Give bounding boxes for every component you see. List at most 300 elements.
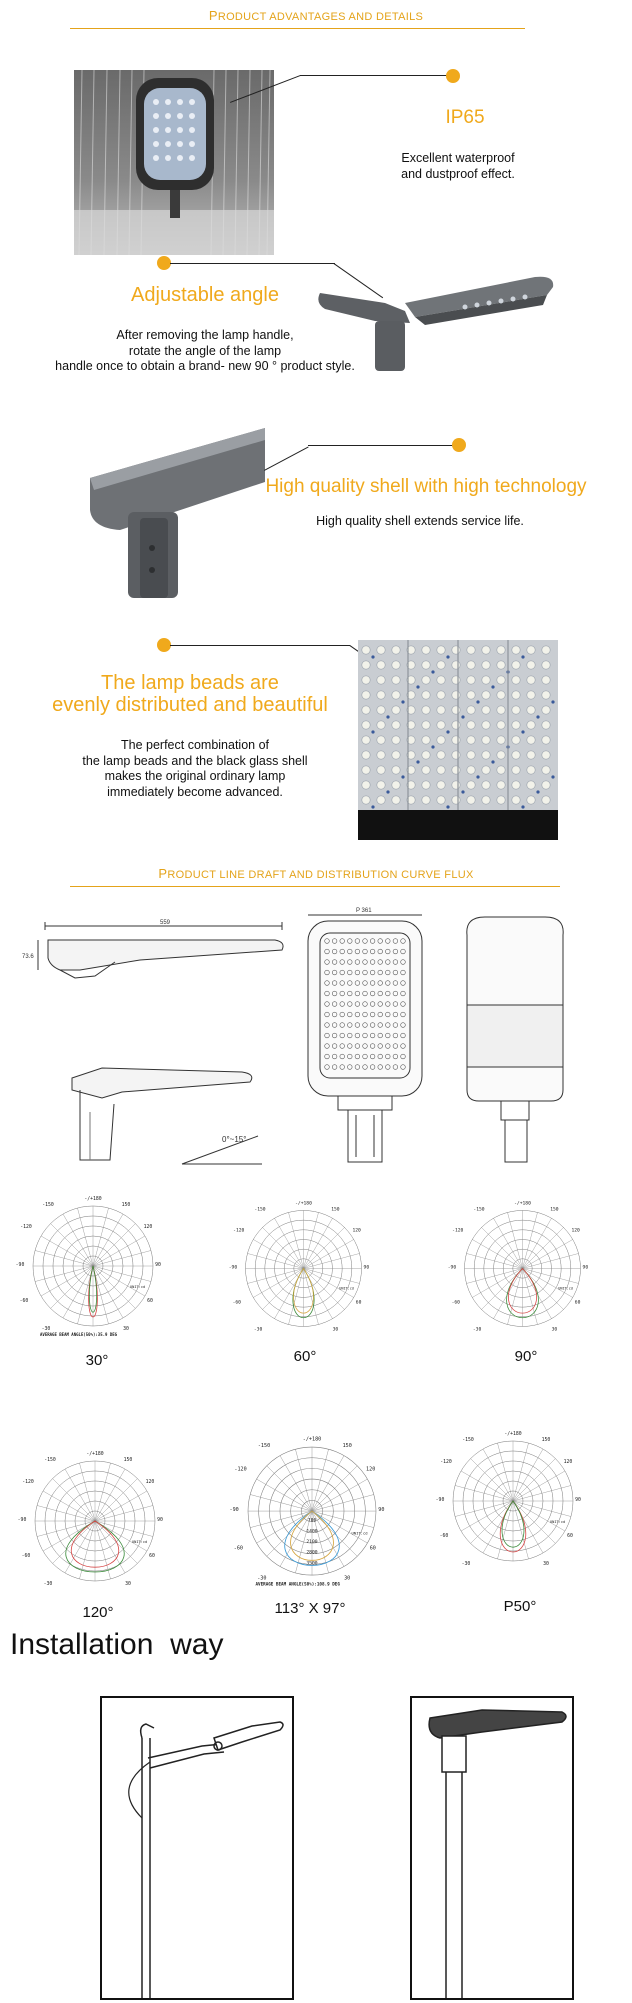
led-bead — [482, 676, 490, 684]
led-bead-dot — [446, 805, 449, 808]
led-bead — [422, 796, 430, 804]
polar-spoke — [93, 1266, 145, 1296]
led-bead — [362, 676, 370, 684]
polar-spoke — [461, 1471, 513, 1501]
led-bead — [512, 721, 520, 729]
polar-tick-label: -/+180 — [504, 1432, 522, 1437]
led-bead-dot — [521, 730, 524, 733]
leader-line — [264, 447, 309, 471]
polar-ring-value: 2100 — [306, 1540, 318, 1546]
polar-spoke — [513, 1449, 543, 1501]
led-bead — [527, 706, 535, 714]
polar-ring-value: 2800 — [306, 1550, 318, 1556]
led-bead — [362, 646, 370, 654]
led-bead — [527, 691, 535, 699]
led-bead — [377, 766, 385, 774]
polar-tick-label: 90 — [378, 1507, 385, 1514]
led-bead — [392, 706, 400, 714]
led-bead-dot — [551, 700, 554, 703]
polar-tick-label: 90 — [363, 1265, 370, 1271]
polar-tick-label: 120 — [563, 1460, 573, 1465]
installation-heading: Installation way — [10, 1628, 224, 1661]
polar-tick-label: 120 — [145, 1480, 155, 1485]
led-bead — [497, 736, 505, 744]
led-bead — [467, 706, 475, 714]
led-bead — [512, 751, 520, 759]
polar-tick-label: 150 — [550, 1207, 559, 1213]
polar-spoke — [63, 1214, 93, 1266]
led-bead-dot — [401, 775, 404, 778]
callout-dot — [452, 438, 466, 452]
led-bead — [467, 766, 475, 774]
led-bead — [527, 766, 535, 774]
polar-spoke — [481, 1227, 522, 1268]
polar-spoke — [472, 1239, 522, 1268]
led-bead — [422, 751, 430, 759]
polar-tick-label: 30 — [125, 1582, 131, 1587]
led-bead — [377, 751, 385, 759]
polar-spoke — [461, 1501, 513, 1531]
polar-tick-label: 90 — [582, 1265, 589, 1271]
polar-tick-label: -/+180 — [514, 1201, 531, 1207]
back-view-drawing — [455, 905, 575, 1165]
led-bead — [422, 781, 430, 789]
polar-spoke — [262, 1268, 303, 1309]
polar-spoke — [513, 1501, 565, 1531]
polar-spoke — [53, 1479, 95, 1521]
polar-tick-label: -90 — [229, 1507, 239, 1514]
led-bead — [527, 751, 535, 759]
polar-tick-label: 60 — [567, 1534, 573, 1539]
polar-tick-label: 30 — [344, 1575, 351, 1582]
led-bead — [482, 661, 490, 669]
polar-tick-label: -30 — [43, 1582, 53, 1587]
led-bead — [377, 661, 385, 669]
polar-tick-label: 60 — [369, 1545, 376, 1552]
led-bead — [377, 646, 385, 654]
polar-spoke — [523, 1268, 573, 1297]
beads-heading: The lamp beads are evenly distributed and beautiful — [52, 672, 328, 716]
led-bead — [467, 736, 475, 744]
section-divider — [70, 28, 525, 29]
led-bead-dot — [416, 685, 419, 688]
polar-tick-label: 30 — [543, 1562, 549, 1567]
led-bead — [542, 676, 550, 684]
shell-photo — [80, 420, 270, 600]
tilt-label: 0°~15° — [222, 1135, 247, 1144]
led-bead — [467, 796, 475, 804]
ip65-description: Excellent waterproof and dustproof effect. — [401, 151, 515, 181]
led-bead — [527, 676, 535, 684]
polar-spoke — [95, 1479, 137, 1521]
led-bead — [452, 676, 460, 684]
led-bead — [542, 706, 550, 714]
led-bead-dot — [521, 805, 524, 808]
led-bead — [542, 736, 550, 744]
led-bead — [452, 706, 460, 714]
polar-tick-label: 60 — [149, 1554, 155, 1559]
led-bead — [362, 661, 370, 669]
installation-side-arm — [100, 1696, 294, 2000]
section-title-advantages: PRODUCT ADVANTAGES AND DETAILS — [208, 8, 424, 23]
led-bead — [437, 646, 445, 654]
led-bead — [377, 721, 385, 729]
polar-tick-label: -60 — [21, 1554, 31, 1559]
led-bead — [512, 661, 520, 669]
polar-chart-120 — [17, 1445, 170, 1595]
polar-tick-label: 90 — [575, 1498, 581, 1503]
polar-spoke — [481, 1268, 522, 1309]
led-bead — [437, 691, 445, 699]
led-bead — [512, 676, 520, 684]
polar-tick-label: 90 — [157, 1518, 163, 1523]
polar-spoke — [312, 1479, 367, 1511]
led-bead — [437, 706, 445, 714]
led-bead — [377, 691, 385, 699]
section-divider — [70, 886, 560, 887]
beam-angle-caption: 60° — [293, 1348, 317, 1365]
polar-tick-label: -60 — [232, 1300, 241, 1306]
leader-line — [170, 645, 350, 646]
led-bead-dot — [431, 745, 434, 748]
led-bead — [482, 706, 490, 714]
polar-tick-label: -/+180 — [295, 1201, 312, 1207]
led-bead — [467, 781, 475, 789]
led-bead-dot — [491, 760, 494, 763]
polar-tick-label: 90 — [155, 1263, 161, 1268]
led-bead — [422, 646, 430, 654]
side-view-drawing — [20, 918, 290, 998]
led-bead — [392, 646, 400, 654]
polar-tick-label: -60 — [451, 1300, 460, 1306]
polar-spoke — [262, 1227, 303, 1268]
polar-chart-p50 — [435, 1425, 588, 1575]
leader-line — [170, 263, 335, 264]
led-bead — [362, 706, 370, 714]
polar-tick-label: -120 — [440, 1460, 452, 1465]
polar-tick-label: 30 — [123, 1327, 129, 1332]
led-bead — [452, 736, 460, 744]
shell-heading: High quality shell with high technology — [265, 476, 587, 497]
led-bead — [437, 766, 445, 774]
polar-spoke — [257, 1479, 312, 1511]
led-bead — [497, 676, 505, 684]
led-bead — [542, 781, 550, 789]
led-bead — [422, 721, 430, 729]
front-view-drawing — [300, 905, 430, 1165]
beam-angle-caption: 120° — [82, 1604, 114, 1621]
led-bead-dot — [536, 715, 539, 718]
beam-angle-caption: 113° X 97° — [274, 1600, 346, 1617]
polar-tick-label: -90 — [228, 1265, 238, 1271]
polar-spoke — [312, 1466, 357, 1511]
led-bead — [497, 721, 505, 729]
polar-tick-label: 120 — [366, 1466, 376, 1473]
polar-spoke — [513, 1459, 555, 1501]
led-bead — [422, 766, 430, 774]
polar-spoke — [494, 1218, 523, 1268]
led-bead-dot — [491, 685, 494, 688]
ip65-heading: IP65 — [445, 107, 485, 128]
polar-ring-value: 3500 — [306, 1561, 318, 1567]
led-bead — [497, 796, 505, 804]
led-bead — [377, 706, 385, 714]
led-bead — [362, 781, 370, 789]
led-bead-dot — [461, 715, 464, 718]
led-bead — [392, 796, 400, 804]
led-bead — [512, 691, 520, 699]
led-bead — [512, 781, 520, 789]
led-bead — [467, 646, 475, 654]
polar-spoke — [275, 1218, 304, 1268]
polar-chart-113x97 — [229, 1430, 392, 1590]
led-bead — [437, 781, 445, 789]
led-bead-dot — [431, 670, 434, 673]
polar-spoke — [471, 1459, 513, 1501]
led-bead — [512, 736, 520, 744]
led-bead — [422, 706, 430, 714]
polar-tick-label: 150 — [121, 1203, 131, 1208]
polar-tick-label: -150 — [257, 1443, 271, 1450]
led-bead-dot — [476, 775, 479, 778]
led-bead — [482, 796, 490, 804]
led-bead — [482, 781, 490, 789]
polar-spoke — [471, 1501, 513, 1543]
polar-tick-label: -60 — [19, 1299, 29, 1304]
polar-spoke — [472, 1268, 522, 1297]
polar-tick-label: -/+180 — [302, 1436, 322, 1443]
led-bead-dot — [371, 805, 374, 808]
polar-tick-label: -30 — [257, 1575, 267, 1582]
led-bead — [482, 721, 490, 729]
led-bead — [392, 661, 400, 669]
callout-dot — [446, 69, 460, 83]
led-bead — [542, 721, 550, 729]
angled-side-drawing — [62, 1060, 282, 1170]
polar-spoke — [513, 1471, 565, 1501]
polar-tick-label: 150 — [342, 1443, 352, 1450]
callout-dot — [157, 638, 171, 652]
led-bead — [377, 736, 385, 744]
led-bead — [437, 661, 445, 669]
led-bead — [377, 796, 385, 804]
polar-unit-label: UNIT:cd — [130, 1285, 146, 1289]
led-bead — [527, 781, 535, 789]
average-beam-angle: AVERAGE BEAM ANGLE(50%):108.9 DEG — [255, 1582, 340, 1588]
led-bead — [467, 691, 475, 699]
led-bead-dot — [386, 790, 389, 793]
polar-spoke — [95, 1469, 125, 1521]
led-bead-dot — [536, 790, 539, 793]
polar-tick-label: -/+180 — [86, 1452, 104, 1457]
dim-length-label: 559 — [160, 920, 171, 926]
led-bead — [527, 661, 535, 669]
polar-tick-label: -120 — [234, 1466, 247, 1473]
polar-spoke — [95, 1491, 147, 1521]
led-bead — [452, 646, 460, 654]
polar-tick-label: 150 — [541, 1438, 551, 1443]
polar-spoke — [304, 1218, 333, 1268]
polar-unit-label: UNIT:cd — [339, 1286, 354, 1291]
dim-width-label: P 361 — [356, 908, 372, 914]
led-bead — [362, 691, 370, 699]
shell-description: High quality shell extends service life. — [316, 514, 524, 528]
led-bead — [512, 646, 520, 654]
led-bead — [452, 781, 460, 789]
polar-spoke — [494, 1268, 523, 1318]
polar-tick-label: -60 — [233, 1545, 244, 1552]
led-bead — [377, 676, 385, 684]
led-bead — [512, 706, 520, 714]
led-bead — [527, 721, 535, 729]
polar-tick-label: -90 — [435, 1498, 445, 1503]
polar-spoke — [523, 1268, 552, 1318]
polar-tick-label: 60 — [355, 1300, 362, 1306]
dim-height-label: 73.6 — [22, 954, 34, 960]
polar-spoke — [304, 1227, 345, 1268]
polar-tick-label: -60 — [439, 1534, 449, 1539]
polar-tick-label: -150 — [42, 1203, 54, 1208]
polar-spoke — [312, 1511, 367, 1543]
led-bead — [497, 646, 505, 654]
led-bead — [392, 676, 400, 684]
polar-chart-90 — [447, 1195, 595, 1340]
led-bead — [452, 721, 460, 729]
led-bead — [512, 766, 520, 774]
led-bead — [542, 751, 550, 759]
polar-spoke — [304, 1239, 354, 1268]
led-bead — [437, 736, 445, 744]
polar-tick-label: 120 — [143, 1225, 153, 1230]
led-bead — [422, 691, 430, 699]
polar-tick-label: 150 — [123, 1458, 133, 1463]
polar-spoke — [257, 1511, 312, 1543]
polar-tick-label: -30 — [41, 1327, 51, 1332]
polar-tick-label: 60 — [574, 1300, 581, 1306]
polar-tick-label: -120 — [22, 1480, 34, 1485]
led-bead — [392, 721, 400, 729]
led-bead-dot — [476, 700, 479, 703]
led-bead — [437, 721, 445, 729]
led-bead — [542, 796, 550, 804]
polar-spoke — [41, 1236, 93, 1266]
angle-description: After removing the lamp handle, rotate the angle of the lamp handle once to obtain a brand- new 90 ° product style. — [55, 328, 355, 374]
led-bead — [497, 706, 505, 714]
led-bead — [452, 796, 460, 804]
led-bead — [467, 751, 475, 759]
led-bead — [497, 766, 505, 774]
polar-tick-label: -120 — [452, 1228, 464, 1234]
led-bead — [392, 781, 400, 789]
polar-chart-30 — [15, 1190, 168, 1340]
polar-spoke — [267, 1511, 312, 1556]
led-bead — [527, 736, 535, 744]
polar-tick-label: 30 — [332, 1327, 339, 1333]
polar-ring-value: 700 — [307, 1518, 317, 1524]
led-bead — [482, 766, 490, 774]
polar-spoke — [65, 1469, 95, 1521]
led-bead — [497, 691, 505, 699]
led-bead — [482, 751, 490, 759]
polar-spoke — [253, 1239, 303, 1268]
polar-spoke — [53, 1521, 95, 1563]
led-bead — [422, 676, 430, 684]
led-bead — [467, 721, 475, 729]
polar-spoke — [65, 1521, 95, 1573]
led-bead — [452, 661, 460, 669]
polar-chart-60 — [228, 1195, 376, 1340]
led-bead — [542, 661, 550, 669]
led-bead — [392, 751, 400, 759]
polar-spoke — [51, 1266, 93, 1308]
polar-unit-label: UNIT:cd — [132, 1540, 148, 1544]
polar-spoke — [93, 1224, 135, 1266]
led-beads-photo — [358, 640, 558, 840]
polar-tick-label: -120 — [20, 1225, 32, 1230]
led-bead — [437, 676, 445, 684]
polar-tick-label: -150 — [462, 1438, 474, 1443]
polar-spoke — [312, 1456, 344, 1511]
led-bead — [542, 766, 550, 774]
led-bead — [497, 781, 505, 789]
led-bead — [422, 736, 430, 744]
polar-tick-label: 120 — [352, 1228, 361, 1234]
polar-tick-label: 150 — [331, 1207, 340, 1213]
led-bead — [467, 676, 475, 684]
led-bead-dot — [446, 655, 449, 658]
section-title-line-draft: PRODUCT LINE DRAFT AND DISTRIBUTION CURVE FLUX — [158, 866, 474, 881]
led-bead — [392, 736, 400, 744]
led-bead — [452, 751, 460, 759]
led-bead-dot — [386, 715, 389, 718]
led-bead-dot — [446, 730, 449, 733]
polar-tick-label: 30 — [551, 1327, 558, 1333]
led-bead — [362, 766, 370, 774]
led-bead — [482, 691, 490, 699]
polar-ring-value: 1400 — [306, 1529, 318, 1535]
polar-spoke — [312, 1511, 357, 1556]
polar-tick-label: -30 — [472, 1327, 482, 1333]
installation-post-top — [410, 1696, 574, 2000]
led-bead-dot — [401, 700, 404, 703]
polar-tick-label: -90 — [447, 1265, 457, 1271]
beam-angle-caption: 30° — [85, 1352, 109, 1369]
led-bead — [482, 646, 490, 654]
led-bead — [467, 661, 475, 669]
polar-tick-label: -30 — [461, 1562, 471, 1567]
led-bead — [482, 736, 490, 744]
polar-spoke — [280, 1456, 312, 1511]
lamp-angle-photo — [315, 265, 560, 380]
led-bead — [362, 736, 370, 744]
polar-tick-label: -150 — [44, 1458, 56, 1463]
polar-tick-label: -30 — [253, 1327, 263, 1333]
led-bead-dot — [371, 730, 374, 733]
led-bead-dot — [551, 775, 554, 778]
beam-angle-caption: 90° — [514, 1348, 538, 1365]
polar-tick-label: 60 — [147, 1299, 153, 1304]
rain-photo — [74, 70, 274, 255]
polar-spoke — [93, 1214, 123, 1266]
beam-angle-caption: P50° — [503, 1598, 537, 1615]
polar-spoke — [312, 1511, 344, 1566]
led-bead — [377, 781, 385, 789]
led-bead — [362, 751, 370, 759]
led-bead — [512, 796, 520, 804]
led-bead-dot — [461, 790, 464, 793]
polar-spoke — [93, 1236, 145, 1266]
polar-spoke — [95, 1521, 125, 1573]
